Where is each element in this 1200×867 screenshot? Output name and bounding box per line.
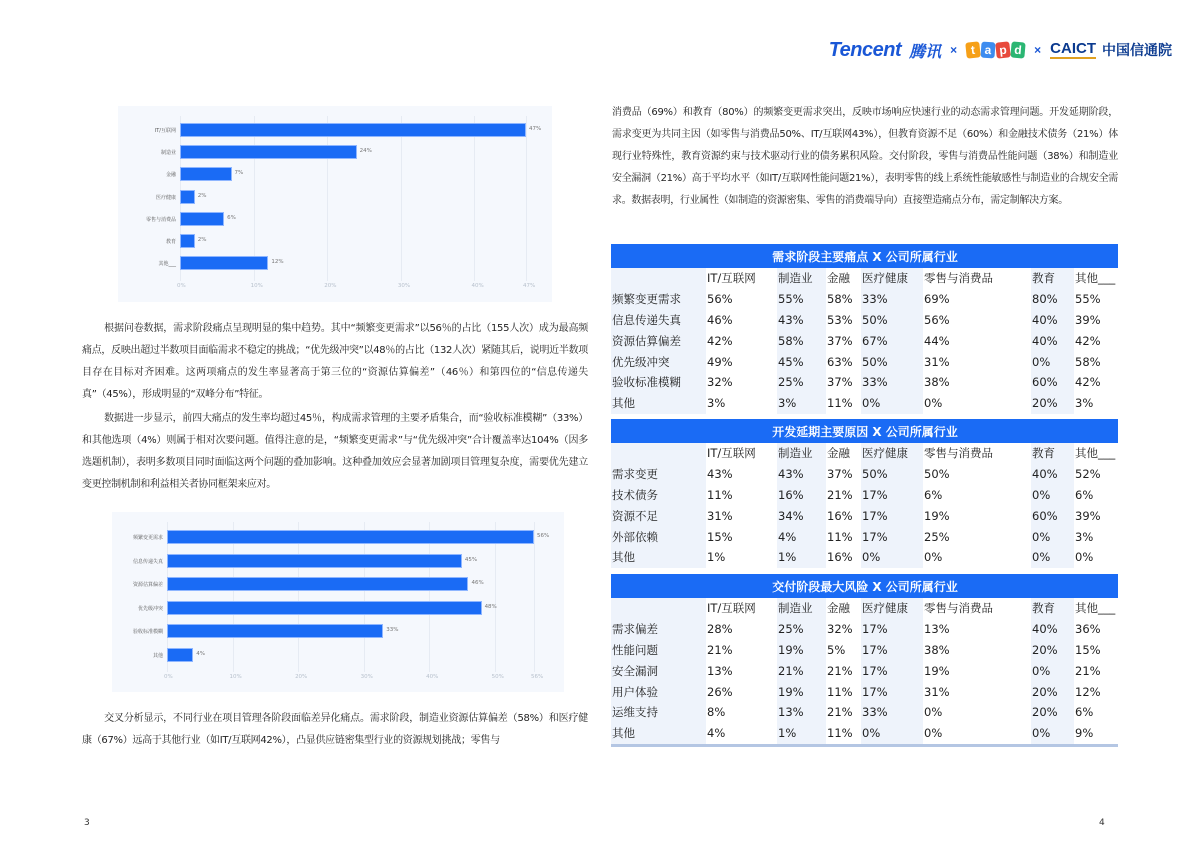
table-row [611, 351, 1118, 372]
caict-logo: CAICT [1050, 40, 1096, 57]
table-cell: 58% [827, 292, 853, 307]
bar [167, 530, 534, 544]
table-cell: 21% [1075, 663, 1101, 678]
industry-distribution-chart [118, 106, 552, 302]
table-cell: 19% [777, 640, 826, 661]
table-cell: 17% [861, 660, 923, 681]
table-cell: 0% [1031, 660, 1074, 681]
table-cell: 0% [861, 723, 923, 744]
column-header: 制造业 [777, 443, 826, 464]
bar-value-label: 2% [197, 237, 207, 243]
table-cell: 11% [827, 726, 853, 741]
column-header: 金融 [827, 271, 850, 286]
bar [180, 167, 232, 181]
table-cell: 63% [827, 354, 853, 369]
requirement-painpoints-chart [112, 512, 564, 692]
category-label: 频繁变更需求 [132, 535, 163, 541]
category-label: 医疗健康 [155, 194, 176, 201]
column-header: 其他___ [1075, 446, 1116, 461]
column-header: 零售与消费品 [924, 271, 993, 286]
column-header: 教育 [1031, 443, 1074, 464]
table-cell: 50% [861, 351, 923, 372]
bar-value-label: 45% [464, 556, 478, 563]
paragraph-2: 数据进一步显示，前四大痛点的发生率均超过45％，构成需求管理的主要矛盾集合，而“验收标准模糊”（33%）和其他选项（4%）则属于相对次要问题。值得注意的是，“频繁变更需求”与“优先级冲突”合计覆盖率达104%（因多选题机制），表明多数项目同时面临这两个问题的叠加影响。这种叠加效应会显著加剧项目管理复杂度，需要优先建立变更控制机制和利益相关者协同框架来应对。 [82, 413, 588, 490]
table-cell: 1% [777, 547, 826, 568]
table-cell: 60% [1031, 505, 1074, 526]
row-label: 需求变更 [611, 464, 706, 485]
table-cell: 42% [707, 333, 733, 348]
table-row [611, 526, 1118, 547]
paragraph-right: 消费品（69%）和教育（80%）的频繁变更需求突出，反映市场响应快速行业的动态需求管理问题。开发延期阶段，需求变更为共同主因（如零售与消费品50%、IT/互联网43%），但教育资源不足（60%）和金融技术债务（21%）体现行业特殊性，教育资源约束与技术驱动行业的债务累积风险。交付阶段，零售与消费品性能问题（38%）和制造业安全漏洞（21%）高于平均水平（如IT/互联网性能问题21%），表明零售的线上系统性能敏感性与制造业的合规安全需求。数据表明，行业属性（如制造的资源密集、零售的消费端导向）直接塑造痛点分布，需定制解决方案。 [612, 107, 1118, 206]
table-cell: 31% [924, 354, 950, 369]
table-cell: 60% [1031, 372, 1074, 393]
column-header: 制造业 [777, 268, 826, 289]
table-cell: 0% [924, 396, 943, 411]
table-cell: 37% [827, 375, 853, 390]
category-label: 优先级冲突 [137, 605, 163, 612]
table-row [611, 619, 1118, 640]
x-axis-tick: 40% [426, 674, 439, 680]
page-number-left: 3 [84, 818, 90, 828]
bar [180, 256, 268, 270]
bar-value-label: 2% [197, 192, 207, 199]
table-cell: 58% [777, 330, 826, 351]
x-axis-tick: 40% [471, 283, 484, 289]
table-cell: 33% [861, 372, 923, 393]
table-cell: 38% [924, 642, 950, 657]
table-cell: 20% [1031, 702, 1074, 723]
table-cell: 13% [707, 663, 733, 678]
table-cell: 3% [1075, 396, 1094, 411]
partner-logos [829, 38, 1172, 62]
bar [180, 145, 357, 159]
table-cell: 17% [861, 619, 923, 640]
category-label: 零售与消费品 [145, 216, 176, 223]
table-cell: 1% [777, 723, 826, 744]
table-cell: 20% [1031, 393, 1074, 414]
column-header [611, 268, 706, 289]
table-cell: 6% [1075, 705, 1094, 720]
table-row [611, 289, 1118, 310]
column-header: 教育 [1031, 598, 1074, 619]
table-cell: 0% [924, 726, 943, 741]
column-header: 零售与消费品 [924, 601, 993, 616]
bar-value-label: 47% [529, 126, 542, 132]
table-cell: 4% [707, 726, 726, 741]
table-row [611, 660, 1118, 681]
table-cell: 44% [924, 333, 950, 348]
table-cell: 0% [1031, 526, 1074, 547]
column-header: IT/互联网 [707, 271, 756, 286]
table-cell: 3% [707, 396, 726, 411]
table-cell: 31% [924, 684, 950, 699]
table-cell: 56% [707, 292, 733, 307]
table-cell: 56% [924, 312, 950, 327]
table-row [611, 485, 1118, 506]
row-label: 频繁变更需求 [611, 289, 706, 310]
table-cell: 17% [861, 681, 923, 702]
paragraph-3: 交叉分析显示，不同行业在项目管理各阶段面临差异化痛点。需求阶段，制造业资源估算偏差（58%）和医疗健康（67%）远高于其他行业（如IT/互联网42%），凸显供应链密集型行业的资源规划挑战；零售与 [82, 713, 588, 746]
x-axis-tick: 20% [295, 674, 308, 680]
column-header: 金融 [827, 601, 850, 616]
logo-separator: × [1034, 43, 1042, 57]
table-cell: 1% [707, 550, 726, 565]
table-cell: 33% [861, 702, 923, 723]
table-cell: 9% [1075, 726, 1094, 741]
table-cell: 19% [924, 508, 950, 523]
table-cell: 20% [1031, 681, 1074, 702]
category-label: 其他___ [158, 261, 176, 268]
x-axis-tick: 20% [324, 283, 337, 289]
table-cell: 21% [707, 642, 733, 657]
bar [167, 601, 482, 615]
gridline [364, 522, 365, 672]
table-header-row [611, 443, 1118, 464]
x-axis-tick: 47% [523, 283, 536, 289]
table-cell: 4% [777, 526, 826, 547]
table-cell: 17% [861, 526, 923, 547]
x-axis-tick: 0% [164, 674, 173, 680]
column-header: IT/互联网 [707, 446, 756, 461]
table-cell: 21% [827, 487, 853, 502]
page-number-right: 4 [1099, 818, 1105, 828]
table-cell: 17% [861, 485, 923, 506]
column-header: 零售与消费品 [924, 446, 993, 461]
table-cell: 19% [777, 681, 826, 702]
table-cell: 55% [1075, 292, 1101, 307]
row-label: 其他 [611, 547, 706, 568]
table-row [611, 547, 1118, 568]
gridline [526, 116, 527, 281]
table-cell: 11% [707, 487, 733, 502]
table-cell: 67% [861, 330, 923, 351]
table-cell: 43% [777, 310, 826, 331]
bar-value-label: 46% [471, 580, 484, 586]
column-header: 医疗健康 [861, 268, 923, 289]
table-cell: 11% [827, 529, 853, 544]
tencent-logo-cn: 腾讯 [909, 43, 942, 61]
table-cell: 3% [1075, 529, 1094, 544]
x-axis-tick: 10% [229, 674, 242, 680]
table-cell: 31% [707, 508, 733, 523]
table-cell: 28% [707, 622, 733, 637]
table-cell: 21% [827, 705, 853, 720]
table-bottom-rule [611, 744, 1118, 747]
table-cell: 50% [924, 467, 950, 482]
table-cell: 25% [777, 372, 826, 393]
table-header-row [611, 268, 1118, 289]
gridline [495, 522, 496, 672]
table-cell: 12% [1075, 684, 1101, 699]
x-axis-tick: 50% [491, 674, 504, 680]
x-axis-tick: 0% [177, 283, 186, 289]
table-cell: 42% [1075, 333, 1101, 348]
column-header: 其他___ [1075, 601, 1116, 616]
table-cell: 0% [924, 705, 943, 720]
column-header: 其他___ [1075, 271, 1116, 286]
table-cell: 40% [1031, 619, 1074, 640]
table-cell: 21% [777, 660, 826, 681]
row-label: 安全漏洞 [611, 660, 706, 681]
table-cell: 50% [861, 464, 923, 485]
table-cell: 11% [827, 396, 853, 411]
column-header [611, 598, 706, 619]
x-axis-tick: 30% [360, 674, 373, 680]
row-label: 优先级冲突 [611, 351, 706, 372]
table-cell: 13% [924, 622, 950, 637]
category-label: 信息传递失真 [132, 558, 163, 565]
column-header: 教育 [1031, 268, 1074, 289]
bar [167, 624, 383, 638]
table-cell: 39% [1075, 312, 1101, 327]
table-cell: 80% [1031, 289, 1074, 310]
table-cell: 52% [1075, 467, 1101, 482]
requirement-stage-table [611, 244, 1118, 414]
table-row [611, 702, 1118, 723]
category-label: 验收标准模糊 [132, 629, 163, 635]
tencent-logo: Tencent [828, 38, 902, 61]
table-cell: 26% [707, 684, 733, 699]
table-cell: 37% [827, 333, 853, 348]
column-header: 制造业 [777, 598, 826, 619]
table-cell: 43% [707, 467, 733, 482]
table-cell: 0% [1031, 547, 1074, 568]
category-label: 制造业 [160, 150, 176, 157]
table-cell: 6% [924, 487, 943, 502]
row-label: 需求偏差 [611, 619, 706, 640]
table-row [611, 372, 1118, 393]
table-cell: 11% [827, 684, 853, 699]
table-cell: 58% [1075, 354, 1101, 369]
table-cell: 46% [707, 312, 733, 327]
table-cell: 15% [1075, 642, 1101, 657]
table-cell: 55% [777, 289, 826, 310]
table-title: 交付阶段最大风险 X 公司所属行业 [611, 574, 1118, 598]
column-header: 金融 [827, 446, 850, 461]
bar-value-label: 4% [196, 650, 205, 657]
gridline [474, 116, 475, 281]
row-label: 资源不足 [611, 505, 706, 526]
table-cell: 0% [861, 547, 923, 568]
x-axis-tick: 56% [531, 674, 544, 680]
bar [180, 190, 195, 204]
gridline [233, 522, 234, 672]
table-row [611, 505, 1118, 526]
table-cell: 45% [777, 351, 826, 372]
table-title: 开发延期主要原因 X 公司所属行业 [611, 419, 1118, 443]
table-cell: 15% [707, 529, 733, 544]
table-cell: 16% [827, 508, 853, 523]
table-cell: 32% [707, 375, 733, 390]
table-cell: 0% [861, 393, 923, 414]
table-cell: 3% [777, 393, 826, 414]
bar-value-label: 12% [271, 259, 284, 266]
table-header-row [611, 598, 1118, 619]
table-row [611, 681, 1118, 702]
column-header: IT/互联网 [707, 601, 756, 616]
column-header: 医疗健康 [861, 443, 923, 464]
gridline [401, 116, 402, 281]
table-cell: 20% [1031, 640, 1074, 661]
table-cell: 40% [1031, 330, 1074, 351]
table-cell: 38% [924, 375, 950, 390]
table-cell: 0% [1031, 485, 1074, 506]
gridline [429, 522, 430, 672]
bar [167, 648, 193, 662]
row-label: 运维支持 [611, 702, 706, 723]
table-cell: 19% [924, 663, 950, 678]
delivery-risk-table [611, 574, 1118, 747]
table-cell: 49% [707, 354, 733, 369]
table-cell: 5% [827, 642, 846, 657]
row-label: 信息传递失真 [611, 310, 706, 331]
category-label: 其他 [152, 652, 163, 659]
bar-value-label: 56% [537, 533, 550, 539]
category-label: 金融 [165, 172, 176, 179]
table-cell: 40% [1031, 464, 1074, 485]
x-axis-tick: 10% [250, 283, 263, 289]
table-cell: 25% [924, 529, 950, 544]
table-cell: 39% [1075, 508, 1101, 523]
table-row [611, 723, 1118, 744]
table-cell: 16% [777, 485, 826, 506]
table-cell: 8% [707, 705, 726, 720]
row-label: 技术债务 [611, 485, 706, 506]
bar [180, 212, 224, 226]
bar-value-label: 48% [484, 603, 497, 610]
table-cell: 17% [861, 640, 923, 661]
gridline [534, 522, 535, 672]
table-cell: 69% [924, 292, 950, 307]
paragraph-1: 根据问卷数据，需求阶段痛点呈现明显的集中趋势。其中“频繁变更需求”以56％的占比（155人次）成为最高频痛点，反映出超过半数项目面临需求不稳定的挑战；“优先级冲突”以48％的占比（132人次）紧随其后，说明近半数项目存在目标对齐困难。这两项痛点的发生率显著高于第三位的“资源估算偏差”（46％）和第四位的“信息传递失真”（45%），形成明显的“双峰分布”特征。 [82, 323, 588, 400]
row-label: 其他 [611, 393, 706, 414]
row-label: 性能问题 [611, 640, 706, 661]
row-label: 用户体验 [611, 681, 706, 702]
table-cell: 17% [861, 505, 923, 526]
bar-value-label: 6% [227, 214, 236, 221]
category-label: IT/互联网 [154, 128, 176, 134]
bar-value-label: 7% [234, 170, 244, 177]
table-cell: 13% [777, 702, 826, 723]
gridline [298, 522, 299, 672]
table-cell: 0% [1075, 550, 1094, 565]
column-header: 医疗健康 [861, 598, 923, 619]
table-row [611, 310, 1118, 331]
table-row [611, 640, 1118, 661]
table-cell: 0% [924, 550, 943, 565]
table-cell: 16% [827, 550, 853, 565]
tapd-logo: t a p d [966, 42, 1025, 58]
bar [167, 577, 468, 591]
table-row [611, 464, 1118, 485]
table-cell: 21% [827, 663, 853, 678]
table-cell: 43% [777, 464, 826, 485]
table-cell: 25% [777, 619, 826, 640]
category-label: 教育 [165, 239, 176, 245]
logo-separator: × [950, 43, 958, 57]
row-label: 其他 [611, 723, 706, 744]
table-title: 需求阶段主要痛点 X 公司所属行业 [611, 244, 1118, 268]
bar-value-label: 24% [359, 148, 372, 155]
bar [180, 123, 526, 137]
table-cell: 42% [1075, 375, 1101, 390]
table-cell: 53% [827, 312, 853, 327]
table-row [611, 393, 1118, 414]
table-row [611, 330, 1118, 351]
table-cell: 50% [861, 310, 923, 331]
row-label: 资源估算偏差 [611, 330, 706, 351]
development-delay-table [611, 419, 1118, 568]
table-cell: 36% [1075, 622, 1101, 637]
caict-logo-cn: 中国信通院 [1102, 42, 1172, 58]
table-cell: 40% [1031, 310, 1074, 331]
row-label: 验收标准模糊 [611, 372, 706, 393]
category-label: 资源估算偏差 [132, 582, 163, 588]
bar [180, 234, 195, 248]
table-cell: 37% [827, 467, 853, 482]
table-cell: 34% [777, 505, 826, 526]
row-label: 外部依赖 [611, 526, 706, 547]
x-axis-tick: 30% [397, 283, 411, 289]
column-header [611, 443, 706, 464]
bar [167, 554, 462, 568]
table-cell: 0% [1031, 351, 1074, 372]
gridline [327, 116, 328, 281]
table-cell: 33% [861, 289, 923, 310]
table-cell: 32% [827, 622, 853, 637]
bar-value-label: 33% [386, 627, 399, 633]
table-cell: 0% [1031, 723, 1074, 744]
table-cell: 6% [1075, 487, 1094, 502]
